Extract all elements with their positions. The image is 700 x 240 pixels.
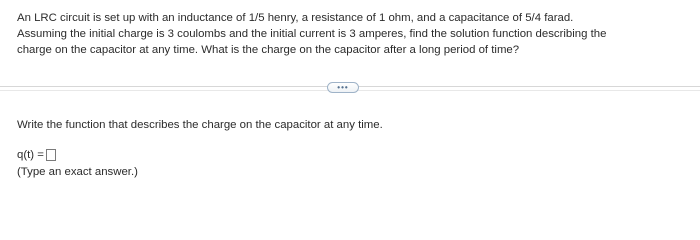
- expand-question-button[interactable]: [327, 82, 359, 93]
- question-line: Assuming the initial charge is 3 coulombs and the initial current is 3 amperes, find the solution function describing the: [17, 28, 607, 40]
- answer-label: q(t) =: [17, 149, 44, 161]
- question-text: [17, 10, 689, 58]
- answer-input-box[interactable]: [46, 149, 56, 161]
- answer-hint: (Type an exact answer.): [17, 166, 138, 178]
- more-dots-icon: •••: [337, 82, 349, 92]
- answer-row: [17, 148, 56, 162]
- question-line: An LRC circuit is set up with an inductance of 1/5 henry, a resistance of 1 ohm, and a capacitance of 5/4 farad.: [17, 12, 574, 24]
- part-instruction: Write the function that describes the charge on the capacitor at any time.: [17, 119, 383, 131]
- question-line: charge on the capacitor at any time. What is the charge on the capacitor after a long period of time?: [17, 44, 520, 56]
